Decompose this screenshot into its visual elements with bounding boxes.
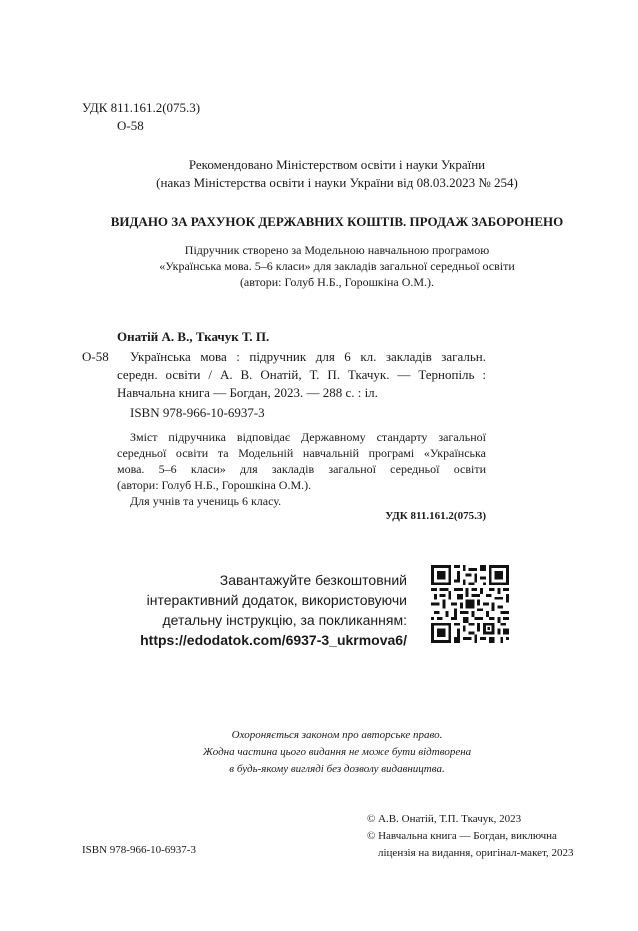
catalog-audience: Для учнів та учениць 6 класу. [130,494,282,508]
download-line-2: інтерактивний додаток, використовуючи [146,592,407,608]
download-line-1: Завантажуйте безкоштовний [219,572,407,588]
recommendation-line-2: (наказ Міністерства освіти і науки України від 08.03.2023 № 254) [156,175,518,190]
catalog-isbn: ISBN 978-966-10-6937-3 [130,405,265,420]
copyright-notice-line-1: Охороняється законом про авторське право. [231,729,443,741]
catalog-line-1: Українська мова : підручник для 6 кл. закладів загальн. [130,349,486,364]
footer-copyright-2: © Навчальна книга — Богдан, виключна [367,830,557,842]
program-line-3: (автори: Голуб Н.Б., Горошкіна О.М.). [239,275,435,289]
download-link[interactable]: https://edodatok.com/6937-3_ukrmova6/ [140,632,407,648]
classification-code: О-58 [117,118,144,133]
qr-code-icon[interactable] [431,565,509,643]
copyright-notice-line-3: в будь-якому вигляді без дозволу видавництва. [229,763,445,775]
abstract-line-4: (автори: Голуб Н.Б., Горошкіна О.М.). [117,478,312,492]
copyright-notice-line-2: Жодна частина цього видання не може бути відтворена [202,746,472,758]
udc-header: УДК 811.161.2(075.3) [82,100,201,115]
program-line-1: Підручник створено за Модельною навчальною програмою [184,243,490,257]
catalog-authors: Онатій А. В., Ткачук Т. П. [117,329,270,344]
funding-notice: ВИДАНО ЗА РАХУНОК ДЕРЖАВНИХ КОШТІВ. ПРОДАЖ ЗАБОРОНЕНО [110,214,564,229]
download-line-3: детальну інструкцію, за покликанням: [162,612,407,628]
abstract-line-1: Зміст підручника відповідає Державному стандарту загальної [130,430,486,444]
abstract-line-3: мова. 5–6 класи» для закладів загальної середньої освіти [117,462,486,476]
footer-isbn: ISBN 978-966-10-6937-3 [82,844,196,856]
footer-copyright-1: © А.В. Онатій, Т.П. Ткачук, 2023 [367,813,522,825]
catalog-line-2: середн. освіти / А. В. Онатій, Т. П. Ткачук. — Тернопіль : [117,367,486,382]
catalog-code: О-58 [82,349,109,364]
catalog-udc: УДК 811.161.2(075.3) [385,510,486,522]
recommendation-line-1: Рекомендовано Міністерством освіти і науки України [188,157,486,172]
catalog-line-3: Навчальна книга — Богдан, 2023. — 288 с. : іл. [117,385,378,400]
footer-copyright-3: ліцензія на видання, оригінал-макет, 2023 [378,847,574,859]
abstract-line-2: середньої освіти та Модельній навчальній програмі «Українська [117,446,486,460]
program-line-2: «Українська мова. 5–6 класи» для закладів загальної середньої освіти [159,259,515,273]
